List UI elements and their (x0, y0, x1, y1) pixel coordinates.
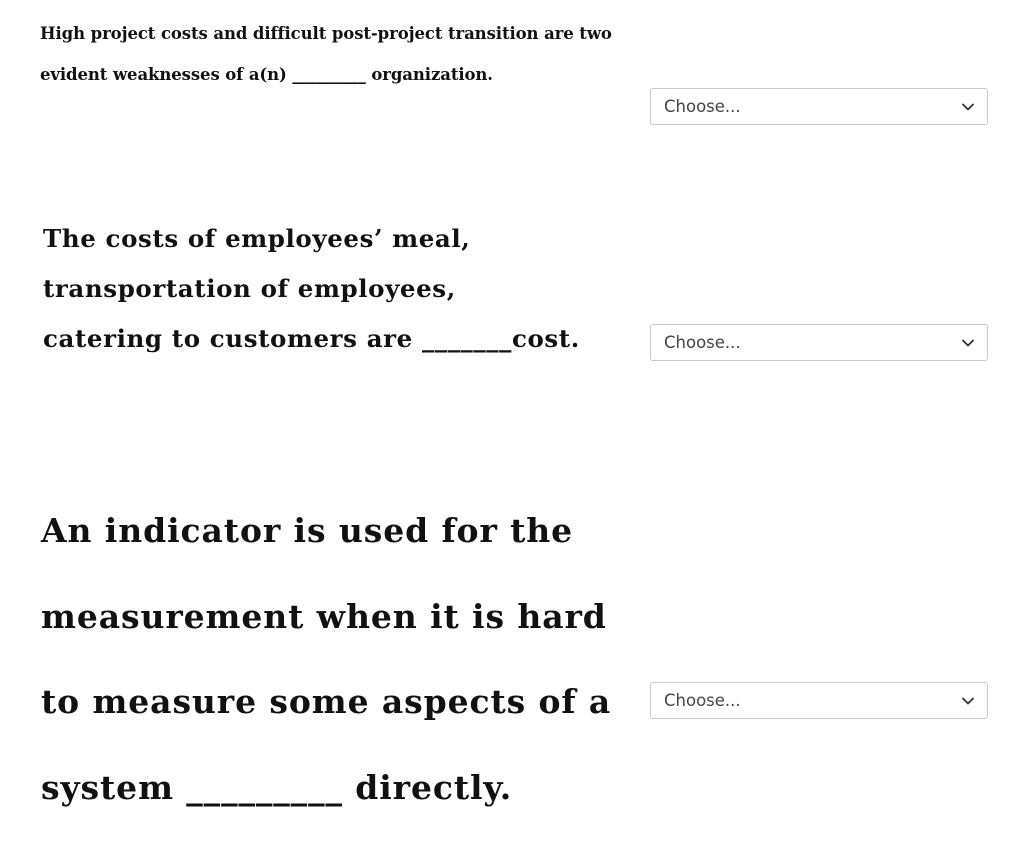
select-value: Choose... (664, 691, 741, 710)
answer-select-1[interactable] (650, 88, 988, 125)
answer-select-3[interactable] (650, 682, 988, 719)
select-value: Choose... (664, 333, 741, 352)
question-line: system _________ directly. (41, 767, 513, 807)
question-2-text (43, 214, 580, 364)
chevron-down-icon (962, 337, 974, 349)
question-line: High project costs and difficult post-project transition are two (40, 24, 612, 43)
question-3-text (41, 488, 611, 830)
answer-select-2[interactable] (650, 324, 988, 361)
chevron-down-icon (962, 101, 974, 113)
question-line: The costs of employees’ meal, (43, 224, 471, 253)
question-line: catering to customers are _______cost. (43, 324, 580, 353)
question-line: measurement when it is hard (41, 596, 607, 636)
question-line: evident weaknesses of a(n) _________ organization. (40, 65, 493, 84)
select-value: Choose... (664, 97, 741, 116)
chevron-down-icon (962, 695, 974, 707)
question-line: transportation of employees, (43, 274, 456, 303)
question-line: An indicator is used for the (41, 511, 574, 550)
question-line: to measure some aspects of a (41, 682, 612, 721)
question-1-text (40, 13, 612, 95)
